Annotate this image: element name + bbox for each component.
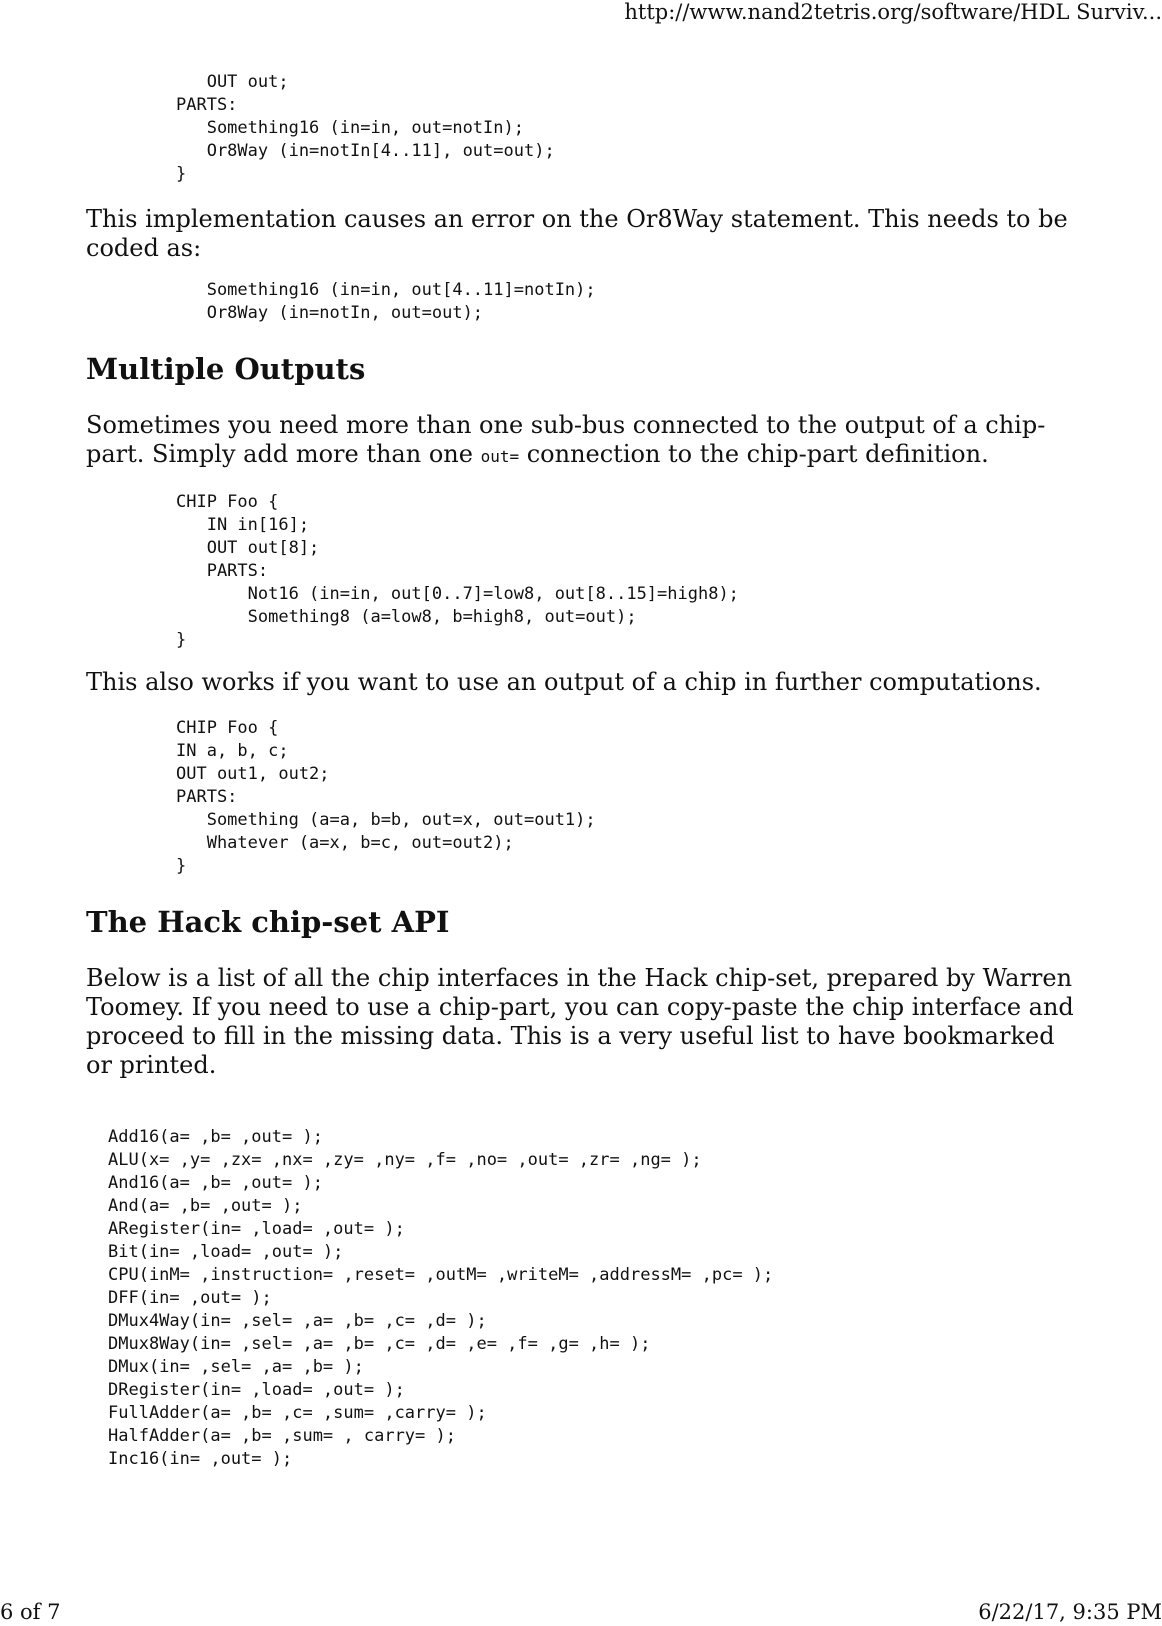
code-line: Or8Way (in=notIn, out=out); — [176, 303, 484, 323]
api-line: DMux4Way(in= ,sel= ,a= ,b= ,c= ,d= ); — [108, 1311, 487, 1331]
paragraph-text: connection to the chip-part definition. — [519, 440, 989, 468]
code-line: OUT out[8]; — [176, 538, 320, 558]
code-block-or8way-error — [86, 71, 1086, 186]
code-line: PARTS: — [176, 95, 238, 115]
code-line: CHIP Foo { — [176, 492, 279, 512]
paragraph-multiple-outputs — [86, 411, 1086, 471]
code-line: Something16 (in=in, out=notIn); — [176, 118, 524, 138]
api-line: ALU(x= ,y= ,zx= ,nx= ,zy= ,ny= ,f= ,no= ,out= ,zr= ,ng= ); — [108, 1150, 702, 1170]
code-line: OUT out; — [176, 72, 289, 92]
code-line: } — [176, 164, 187, 184]
code-line: OUT out1, out2; — [176, 764, 330, 784]
paragraph-api-intro: Below is a list of all the chip interfaces in the Hack chip-set, prepared by Warren Toomey. If you need to use a chip-part, you can copy-paste the chip interface and proceed to fill in the missing data. This is a very useful list to have bookmarked or printed. — [86, 964, 1074, 1079]
code-line: IN in[16]; — [176, 515, 310, 535]
document-content — [86, 68, 1086, 1471]
code-line: Something (a=a, b=b, out=x, out=out1); — [176, 810, 596, 830]
code-line: PARTS: — [176, 787, 238, 807]
code-block-or8way-fixed — [86, 279, 1086, 325]
api-line: FullAdder(a= ,b= ,c= ,sum= ,carry= ); — [108, 1403, 487, 1423]
api-line: DFF(in= ,out= ); — [108, 1288, 272, 1308]
api-line: And16(a= ,b= ,out= ); — [108, 1173, 323, 1193]
api-line: HalfAdder(a= ,b= ,sum= , carry= ); — [108, 1426, 456, 1446]
api-line: CPU(inM= ,instruction= ,reset= ,outM= ,writeM= ,addressM= ,pc= ); — [108, 1265, 774, 1285]
api-line: DMux(in= ,sel= ,a= ,b= ); — [108, 1357, 364, 1377]
paragraph-error-explanation: This implementation causes an error on the Or8Way statement. This needs to be coded as: — [86, 205, 1068, 262]
page-number: 6 of 7 — [0, 1600, 61, 1624]
api-line: DRegister(in= ,load= ,out= ); — [108, 1380, 405, 1400]
code-line: PARTS: — [176, 561, 269, 581]
code-line: } — [176, 630, 187, 650]
code-line: CHIP Foo { — [176, 718, 279, 738]
code-line: IN a, b, c; — [176, 741, 289, 761]
paragraph-further-computations: This also works if you want to use an output of a chip in further computations. — [86, 668, 1042, 696]
code-block-chip-foo-2 — [86, 717, 1086, 878]
code-line: Or8Way (in=notIn[4..11], out=out); — [176, 141, 555, 161]
api-line: DMux8Way(in= ,sel= ,a= ,b= ,c= ,d= ,e= ,f= ,g= ,h= ); — [108, 1334, 651, 1354]
heading-hack-chipset-api: The Hack chip-set API — [86, 905, 450, 939]
code-block-api-list — [86, 1126, 1086, 1471]
code-line: Whatever (a=x, b=c, out=out2); — [176, 833, 514, 853]
code-line: } — [176, 856, 187, 876]
code-line: Something16 (in=in, out[4..11]=notIn); — [176, 280, 596, 300]
api-line: Inc16(in= ,out= ); — [108, 1449, 293, 1469]
print-datetime: 6/22/17, 9:35 PM — [978, 1600, 1162, 1624]
api-line: ARegister(in= ,load= ,out= ); — [108, 1219, 405, 1239]
api-line: And(a= ,b= ,out= ); — [108, 1196, 303, 1216]
api-line: Add16(a= ,b= ,out= ); — [108, 1127, 323, 1147]
inline-code: out= — [480, 447, 520, 466]
paragraph-text: Sometimes you need more than one sub-bus connected to the output of a chip-part. Simply add more than one — [86, 411, 1046, 468]
code-block-chip-foo-1 — [86, 491, 1086, 652]
page-url: http://www.nand2tetris.org/software/HDL Surviv... — [624, 0, 1162, 24]
code-line: Not16 (in=in, out[0..7]=low8, out[8..15]=high8); — [176, 584, 739, 604]
heading-multiple-outputs: Multiple Outputs — [86, 352, 366, 386]
api-line: Bit(in= ,load= ,out= ); — [108, 1242, 344, 1262]
code-line: Something8 (a=low8, b=high8, out=out); — [176, 607, 637, 627]
